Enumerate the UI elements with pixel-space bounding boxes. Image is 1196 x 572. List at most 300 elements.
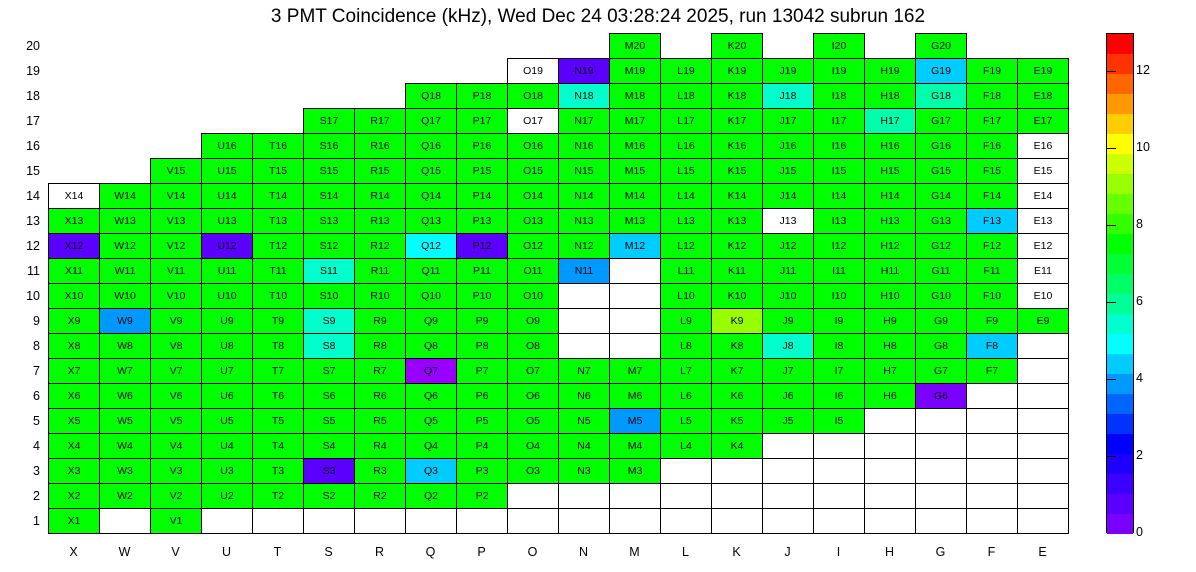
heatmap-cell-blank	[865, 434, 916, 459]
heatmap-cell-U13: U13	[202, 209, 253, 234]
heatmap-cell-empty	[49, 134, 100, 159]
heatmap-cell-T11: T11	[253, 259, 304, 284]
heatmap-cell-L10: L10	[661, 284, 712, 309]
heatmap-cell-E17: E17	[1018, 109, 1069, 134]
heatmap-cell-V10: V10	[151, 284, 202, 309]
heatmap-plot	[48, 33, 1069, 534]
heatmap-cell-blank	[355, 509, 406, 534]
heatmap-cell-X11: X11	[49, 259, 100, 284]
heatmap-cell-empty	[151, 134, 202, 159]
heatmap-cell-Q15: Q15	[406, 159, 457, 184]
y-axis-label: 2	[33, 489, 40, 503]
heatmap-row	[49, 184, 1069, 209]
heatmap-cell-blank	[967, 459, 1018, 484]
heatmap-cell-E14: E14	[1018, 184, 1069, 209]
heatmap-cell-R8: R8	[355, 334, 406, 359]
heatmap-cell-R11: R11	[355, 259, 406, 284]
heatmap-cell-I15: I15	[814, 159, 865, 184]
heatmap-cell-blank	[508, 484, 559, 509]
heatmap-row	[49, 109, 1069, 134]
colorbar-tick-mark	[1106, 225, 1116, 226]
heatmap-cell-blank	[661, 509, 712, 534]
heatmap-cell-empty	[1018, 34, 1069, 59]
colorbar-segment	[1107, 314, 1133, 334]
heatmap-cell-X13: X13	[49, 209, 100, 234]
heatmap-cell-Q2: Q2	[406, 484, 457, 509]
heatmap-cell-G13: G13	[916, 209, 967, 234]
heatmap-cell-W12: W12	[100, 234, 151, 259]
heatmap-cell-S16: S16	[304, 134, 355, 159]
heatmap-cell-X10: X10	[49, 284, 100, 309]
heatmap-cell-R4: R4	[355, 434, 406, 459]
heatmap-cell-blank	[712, 509, 763, 534]
colorbar-tick-mark	[1106, 456, 1116, 457]
heatmap-row	[49, 309, 1069, 334]
heatmap-cell-K16: K16	[712, 134, 763, 159]
heatmap-cell-T16: T16	[253, 134, 304, 159]
heatmap-cell-J15: J15	[763, 159, 814, 184]
heatmap-cell-W3: W3	[100, 459, 151, 484]
heatmap-cell-U16: U16	[202, 134, 253, 159]
heatmap-cell-empty	[49, 34, 100, 59]
heatmap-cell-R14: R14	[355, 184, 406, 209]
heatmap-cell-X8: X8	[49, 334, 100, 359]
heatmap-cell-H13: H13	[865, 209, 916, 234]
heatmap-cell-blank	[916, 434, 967, 459]
heatmap-cell-G14: G14	[916, 184, 967, 209]
y-axis-label: 17	[26, 114, 40, 128]
heatmap-cell-H18: H18	[865, 84, 916, 109]
heatmap-cell-E18: E18	[1018, 84, 1069, 109]
x-axis-label: W	[118, 545, 131, 559]
heatmap-cell-blank	[610, 309, 661, 334]
heatmap-cell-N13: N13	[559, 209, 610, 234]
heatmap-cell-blank	[916, 484, 967, 509]
heatmap-cell-blank	[661, 484, 712, 509]
heatmap-cell-L15: L15	[661, 159, 712, 184]
heatmap-cell-V7: V7	[151, 359, 202, 384]
heatmap-cell-P6: P6	[457, 384, 508, 409]
colorbar-tick-mark	[1106, 71, 1116, 72]
heatmap-cell-S12: S12	[304, 234, 355, 259]
heatmap-cell-J18: J18	[763, 84, 814, 109]
heatmap-cell-empty	[508, 34, 559, 59]
heatmap-cell-T13: T13	[253, 209, 304, 234]
heatmap-cell-G16: G16	[916, 134, 967, 159]
colorbar-segment	[1107, 494, 1133, 514]
heatmap-cell-L14: L14	[661, 184, 712, 209]
heatmap-cell-P7: P7	[457, 359, 508, 384]
heatmap-cell-X14: X14	[49, 184, 100, 209]
heatmap-cell-empty	[151, 84, 202, 109]
heatmap-cell-S6: S6	[304, 384, 355, 409]
heatmap-cell-N14: N14	[559, 184, 610, 209]
heatmap-cell-blank	[559, 509, 610, 534]
heatmap-cell-W7: W7	[100, 359, 151, 384]
heatmap-cell-blank	[865, 509, 916, 534]
heatmap-cell-E15: E15	[1018, 159, 1069, 184]
heatmap-cell-blank	[1018, 384, 1069, 409]
colorbar-segment	[1107, 354, 1133, 374]
heatmap-cell-K4: K4	[712, 434, 763, 459]
heatmap-cell-Q11: Q11	[406, 259, 457, 284]
heatmap-cell-O16: O16	[508, 134, 559, 159]
heatmap-cell-X9: X9	[49, 309, 100, 334]
heatmap-cell-I19: I19	[814, 59, 865, 84]
heatmap-cell-J16: J16	[763, 134, 814, 159]
heatmap-cell-blank	[865, 484, 916, 509]
colorbar-tick-mark	[1106, 379, 1116, 380]
heatmap-cell-empty	[559, 34, 610, 59]
y-axis-label: 6	[33, 389, 40, 403]
heatmap-cell-I16: I16	[814, 134, 865, 159]
heatmap-cell-P17: P17	[457, 109, 508, 134]
heatmap-cell-S11: S11	[304, 259, 355, 284]
heatmap-cell-H10: H10	[865, 284, 916, 309]
heatmap-cell-J9: J9	[763, 309, 814, 334]
x-axis-label: F	[987, 545, 996, 559]
heatmap-cell-L8: L8	[661, 334, 712, 359]
heatmap-cell-F7: F7	[967, 359, 1018, 384]
heatmap-cell-P10: P10	[457, 284, 508, 309]
heatmap-cell-Q8: Q8	[406, 334, 457, 359]
heatmap-cell-empty	[865, 34, 916, 59]
heatmap-cell-H19: H19	[865, 59, 916, 84]
heatmap-cell-blank	[661, 459, 712, 484]
x-axis-label: K	[732, 545, 741, 559]
heatmap-cell-S15: S15	[304, 159, 355, 184]
heatmap-cell-M20: M20	[610, 34, 661, 59]
colorbar-tick-label: 6	[1136, 294, 1143, 309]
heatmap-cell-W2: W2	[100, 484, 151, 509]
heatmap-cell-K14: K14	[712, 184, 763, 209]
heatmap-cell-P14: P14	[457, 184, 508, 209]
colorbar-segment	[1107, 114, 1133, 134]
heatmap-cell-G20: G20	[916, 34, 967, 59]
heatmap-cell-I6: I6	[814, 384, 865, 409]
heatmap-cell-W13: W13	[100, 209, 151, 234]
heatmap-cell-P8: P8	[457, 334, 508, 359]
heatmap-cell-empty	[457, 59, 508, 84]
heatmap-cell-O5: O5	[508, 409, 559, 434]
heatmap-row	[49, 84, 1069, 109]
colorbar-segment	[1107, 234, 1133, 254]
heatmap-cell-O7: O7	[508, 359, 559, 384]
heatmap-cell-empty	[202, 34, 253, 59]
heatmap-cell-N11: N11	[559, 259, 610, 284]
heatmap-cell-F8: F8	[967, 334, 1018, 359]
heatmap-cell-W5: W5	[100, 409, 151, 434]
heatmap-row	[49, 209, 1069, 234]
heatmap-cell-blank	[814, 434, 865, 459]
heatmap-row	[49, 259, 1069, 284]
heatmap-cell-empty	[253, 84, 304, 109]
heatmap-cell-empty	[661, 34, 712, 59]
heatmap-cell-M6: M6	[610, 384, 661, 409]
heatmap-cell-P18: P18	[457, 84, 508, 109]
heatmap-row	[49, 384, 1069, 409]
colorbar-tick-label: 10	[1136, 140, 1150, 155]
colorbar-tick-mark	[1106, 302, 1116, 303]
heatmap-cell-P11: P11	[457, 259, 508, 284]
heatmap-cell-blank	[559, 284, 610, 309]
heatmap-cell-V13: V13	[151, 209, 202, 234]
heatmap-cell-N6: N6	[559, 384, 610, 409]
heatmap-cell-X6: X6	[49, 384, 100, 409]
y-axis-label: 7	[33, 364, 40, 378]
heatmap-cell-J7: J7	[763, 359, 814, 384]
y-axis-label: 16	[26, 139, 40, 153]
colorbar-segment	[1107, 514, 1133, 534]
heatmap-cell-empty	[100, 134, 151, 159]
heatmap-cell-F17: F17	[967, 109, 1018, 134]
heatmap-cell-blank	[967, 484, 1018, 509]
heatmap-cell-empty	[967, 34, 1018, 59]
y-axis-label: 18	[26, 89, 40, 103]
heatmap-cell-L13: L13	[661, 209, 712, 234]
heatmap-cell-F11: F11	[967, 259, 1018, 284]
heatmap-row	[49, 484, 1069, 509]
heatmap-cell-I13: I13	[814, 209, 865, 234]
y-axis-label: 4	[33, 439, 40, 453]
heatmap-cell-G7: G7	[916, 359, 967, 384]
colorbar-segment	[1107, 154, 1133, 174]
y-axis-label: 11	[27, 264, 40, 278]
x-axis-label: M	[629, 545, 640, 559]
heatmap-cell-P9: P9	[457, 309, 508, 334]
heatmap-cell-K5: K5	[712, 409, 763, 434]
heatmap-cell-G12: G12	[916, 234, 967, 259]
heatmap-cell-Q5: Q5	[406, 409, 457, 434]
heatmap-cell-M4: M4	[610, 434, 661, 459]
heatmap-cell-blank	[916, 409, 967, 434]
x-axis-label: N	[578, 545, 589, 559]
heatmap-cell-O14: O14	[508, 184, 559, 209]
heatmap-cell-O11: O11	[508, 259, 559, 284]
y-axis-label: 10	[26, 289, 40, 303]
heatmap-cell-M15: M15	[610, 159, 661, 184]
heatmap-cell-V11: V11	[151, 259, 202, 284]
heatmap-cell-S14: S14	[304, 184, 355, 209]
heatmap-cell-J8: J8	[763, 334, 814, 359]
heatmap-cell-empty	[253, 109, 304, 134]
heatmap-cell-K10: K10	[712, 284, 763, 309]
heatmap-cell-blank	[967, 384, 1018, 409]
heatmap-cell-N3: N3	[559, 459, 610, 484]
heatmap-cell-blank	[1018, 434, 1069, 459]
heatmap-cell-empty	[253, 59, 304, 84]
y-axis-label: 13	[26, 214, 40, 228]
heatmap-cell-T4: T4	[253, 434, 304, 459]
y-axis-label: 15	[26, 164, 40, 178]
heatmap-cell-S17: S17	[304, 109, 355, 134]
heatmap-cell-S4: S4	[304, 434, 355, 459]
heatmap-cell-W8: W8	[100, 334, 151, 359]
heatmap-cell-P15: P15	[457, 159, 508, 184]
heatmap-cell-T8: T8	[253, 334, 304, 359]
y-axis-label: 8	[33, 339, 40, 353]
y-axis-label: 3	[33, 464, 40, 478]
heatmap-cell-K13: K13	[712, 209, 763, 234]
heatmap-cell-X1: X1	[49, 509, 100, 534]
heatmap-cell-blank	[763, 434, 814, 459]
heatmap-cell-M13: M13	[610, 209, 661, 234]
heatmap-cell-S10: S10	[304, 284, 355, 309]
heatmap-cell-U3: U3	[202, 459, 253, 484]
heatmap-cell-N15: N15	[559, 159, 610, 184]
heatmap-cell-F18: F18	[967, 84, 1018, 109]
heatmap-cell-H12: H12	[865, 234, 916, 259]
heatmap-cell-S7: S7	[304, 359, 355, 384]
heatmap-cell-R13: R13	[355, 209, 406, 234]
heatmap-cell-empty	[457, 34, 508, 59]
heatmap-row	[49, 134, 1069, 159]
heatmap-cell-blank	[1018, 359, 1069, 384]
heatmap-cell-V6: V6	[151, 384, 202, 409]
heatmap-cell-P12: P12	[457, 234, 508, 259]
y-axis-label: 14	[26, 189, 40, 203]
heatmap-cell-J14: J14	[763, 184, 814, 209]
heatmap-cell-G10: G10	[916, 284, 967, 309]
heatmap-cell-O3: O3	[508, 459, 559, 484]
heatmap-cell-V2: V2	[151, 484, 202, 509]
heatmap-cell-U12: U12	[202, 234, 253, 259]
colorbar-segment	[1107, 34, 1133, 54]
heatmap-cell-K9: K9	[712, 309, 763, 334]
heatmap-cell-I14: I14	[814, 184, 865, 209]
heatmap-cell-blank	[1018, 334, 1069, 359]
heatmap-cell-Q16: Q16	[406, 134, 457, 159]
heatmap-cell-X3: X3	[49, 459, 100, 484]
heatmap-cell-W4: W4	[100, 434, 151, 459]
heatmap-cell-empty	[151, 109, 202, 134]
colorbar-segment	[1107, 434, 1133, 454]
heatmap-cell-E13: E13	[1018, 209, 1069, 234]
heatmap-cell-R2: R2	[355, 484, 406, 509]
heatmap-cell-Q13: Q13	[406, 209, 457, 234]
heatmap-cell-Q14: Q14	[406, 184, 457, 209]
heatmap-cell-G19: G19	[916, 59, 967, 84]
heatmap-cell-L19: L19	[661, 59, 712, 84]
heatmap-cell-N16: N16	[559, 134, 610, 159]
heatmap-cell-U14: U14	[202, 184, 253, 209]
heatmap-cell-I8: I8	[814, 334, 865, 359]
heatmap-cell-blank	[457, 509, 508, 534]
heatmap-cell-blank	[967, 409, 1018, 434]
heatmap-cell-L9: L9	[661, 309, 712, 334]
heatmap-cell-X4: X4	[49, 434, 100, 459]
heatmap-cell-blank	[1018, 509, 1069, 534]
heatmap-cell-T2: T2	[253, 484, 304, 509]
heatmap-cell-M14: M14	[610, 184, 661, 209]
heatmap-cell-O10: O10	[508, 284, 559, 309]
heatmap-cell-J17: J17	[763, 109, 814, 134]
heatmap-cell-K8: K8	[712, 334, 763, 359]
heatmap-cell-empty	[49, 159, 100, 184]
heatmap-cell-U2: U2	[202, 484, 253, 509]
heatmap-cell-I20: I20	[814, 34, 865, 59]
heatmap-cell-empty	[100, 84, 151, 109]
y-axis-label: 19	[26, 64, 40, 78]
heatmap-cell-J5: J5	[763, 409, 814, 434]
heatmap-cell-E19: E19	[1018, 59, 1069, 84]
heatmap-cell-O19: O19	[508, 59, 559, 84]
heatmap-cell-S2: S2	[304, 484, 355, 509]
colorbar-segment	[1107, 74, 1133, 94]
heatmap-cell-H15: H15	[865, 159, 916, 184]
colorbar-segment	[1107, 214, 1133, 234]
heatmap-cell-empty	[202, 109, 253, 134]
heatmap-cell-blank	[1018, 409, 1069, 434]
heatmap-row	[49, 509, 1069, 534]
heatmap-cell-J11: J11	[763, 259, 814, 284]
heatmap-cell-Q12: Q12	[406, 234, 457, 259]
heatmap-cell-S13: S13	[304, 209, 355, 234]
heatmap-cell-blank	[763, 484, 814, 509]
heatmap-cell-T9: T9	[253, 309, 304, 334]
heatmap-cell-H16: H16	[865, 134, 916, 159]
x-axis-label: E	[1038, 545, 1047, 559]
heatmap-cell-F12: F12	[967, 234, 1018, 259]
heatmap-cell-K11: K11	[712, 259, 763, 284]
heatmap-cell-R12: R12	[355, 234, 406, 259]
x-axis-label: U	[221, 545, 232, 559]
heatmap-cell-L7: L7	[661, 359, 712, 384]
colorbar-segment	[1107, 174, 1133, 194]
x-axis-label: X	[69, 545, 78, 559]
heatmap-cell-L5: L5	[661, 409, 712, 434]
heatmap-cell-J10: J10	[763, 284, 814, 309]
heatmap-cell-blank	[100, 509, 151, 534]
heatmap-cell-blank	[202, 509, 253, 534]
heatmap-cell-X7: X7	[49, 359, 100, 384]
colorbar-segment	[1107, 134, 1133, 154]
heatmap-cell-W6: W6	[100, 384, 151, 409]
heatmap-cell-P5: P5	[457, 409, 508, 434]
heatmap-row	[49, 459, 1069, 484]
y-axis-label: 12	[26, 239, 40, 253]
heatmap-cell-R6: R6	[355, 384, 406, 409]
heatmap-cell-U9: U9	[202, 309, 253, 334]
heatmap-cell-M19: M19	[610, 59, 661, 84]
heatmap-cell-N12: N12	[559, 234, 610, 259]
heatmap-cell-V5: V5	[151, 409, 202, 434]
heatmap-cell-U8: U8	[202, 334, 253, 359]
heatmap-cell-blank	[508, 509, 559, 534]
heatmap-cell-empty	[355, 59, 406, 84]
colorbar-segment	[1107, 334, 1133, 354]
heatmap-cell-R15: R15	[355, 159, 406, 184]
heatmap-cell-blank	[253, 509, 304, 534]
colorbar-segment	[1107, 294, 1133, 314]
heatmap-cell-empty	[151, 34, 202, 59]
heatmap-cell-O17: O17	[508, 109, 559, 134]
heatmap-cell-E16: E16	[1018, 134, 1069, 159]
heatmap-cell-T14: T14	[253, 184, 304, 209]
heatmap-cell-T7: T7	[253, 359, 304, 384]
heatmap-cell-M16: M16	[610, 134, 661, 159]
heatmap-cell-blank	[814, 509, 865, 534]
heatmap-cell-P4: P4	[457, 434, 508, 459]
heatmap-cell-empty	[100, 159, 151, 184]
heatmap-cell-L4: L4	[661, 434, 712, 459]
heatmap-cell-blank	[406, 509, 457, 534]
heatmap-cell-empty	[49, 59, 100, 84]
heatmap-cell-blank	[559, 484, 610, 509]
heatmap-cell-K6: K6	[712, 384, 763, 409]
heatmap-cell-N17: N17	[559, 109, 610, 134]
colorbar-segment	[1107, 94, 1133, 114]
